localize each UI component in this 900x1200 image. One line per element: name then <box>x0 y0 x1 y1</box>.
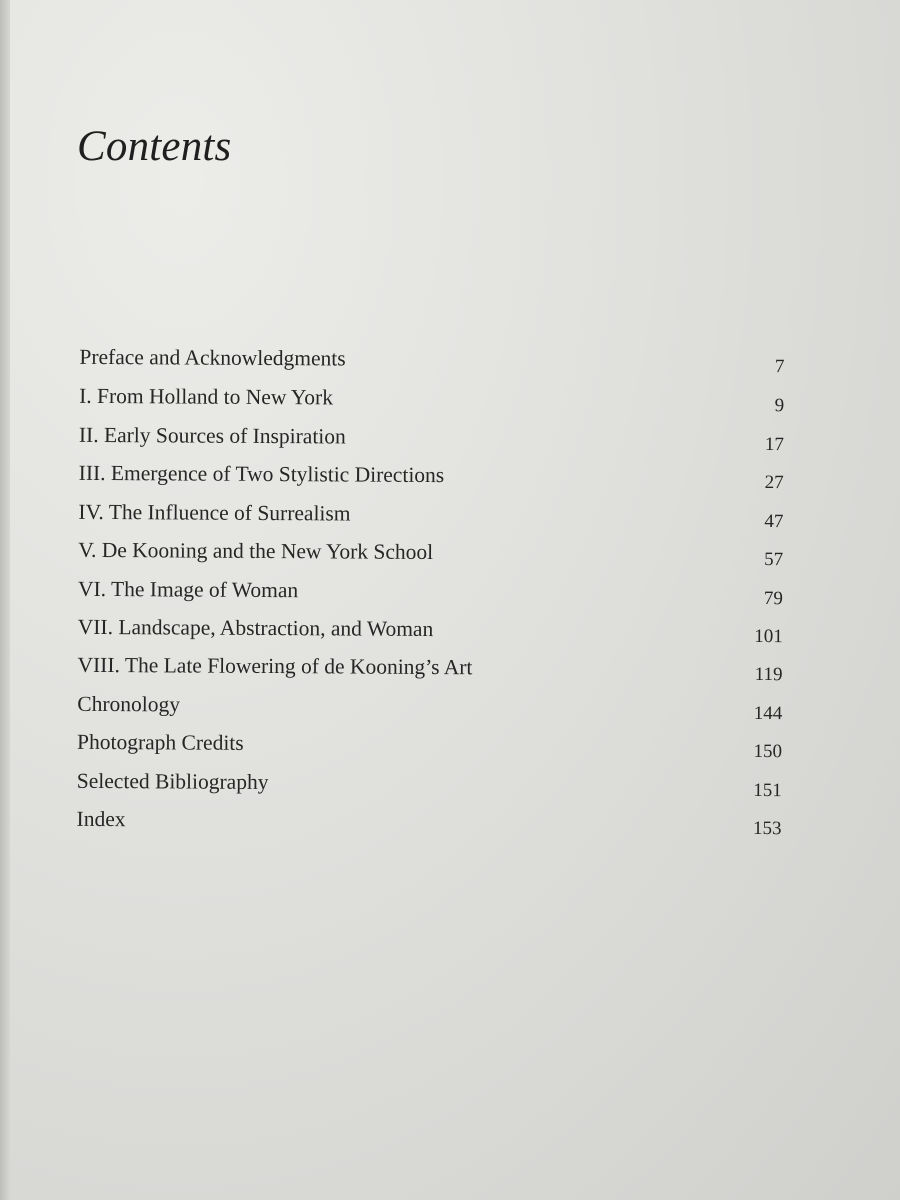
toc-entry-label: V. De Kooning and the New York School <box>78 537 434 565</box>
page-title: Contents <box>77 123 232 170</box>
toc-entry <box>77 689 782 723</box>
toc-entry <box>78 535 783 569</box>
toc-entry-page-number: 17 <box>764 434 784 456</box>
toc-entry-page-number: 119 <box>754 663 783 686</box>
toc-entry <box>78 497 783 531</box>
toc-entry-label: IV. The Influence of Surrealism <box>78 499 351 526</box>
toc-entry <box>79 381 784 415</box>
toc-entry-page-number: 57 <box>764 549 784 571</box>
toc-entry-label: Chronology <box>77 691 181 717</box>
toc-entry <box>79 458 784 492</box>
toc-entry <box>79 420 784 454</box>
toc-entry-label: VI. The Image of Woman <box>77 576 299 603</box>
toc-entry-page-number: 101 <box>754 625 783 648</box>
toc-entry <box>77 650 782 684</box>
toc-entry-label: Preface and Acknowledgments <box>79 344 346 371</box>
toc-entry <box>77 766 782 800</box>
toc-entry-page-number: 151 <box>753 779 782 802</box>
toc-entry <box>77 727 782 761</box>
toc-entry <box>78 574 783 608</box>
toc-entry-page-number: 47 <box>764 511 784 533</box>
toc-entry-page-number: 7 <box>774 356 785 378</box>
toc-entry-label: III. Emergence of Two Stylistic Directions <box>78 460 445 488</box>
toc-entry-page-number: 9 <box>774 395 785 417</box>
toc-entry-page-number: 79 <box>763 588 784 610</box>
toc-entry <box>77 804 782 838</box>
toc-entry-label: VIII. The Late Flowering of de Kooning’s Art <box>77 652 473 680</box>
toc-entry-label: Index <box>76 806 126 832</box>
toc-entry <box>79 342 784 376</box>
toc-entry-label: Photograph Credits <box>76 729 244 755</box>
toc-entry-label: VII. Landscape, Abstraction, and Woman <box>77 614 434 642</box>
toc-entry-page-number: 153 <box>752 817 782 840</box>
toc-entry-label: II. Early Sources of Inspiration <box>78 422 346 449</box>
toc-entry-page-number: 27 <box>764 472 784 494</box>
toc-entry-page-number: 144 <box>753 702 783 725</box>
toc-entry-label: Selected Bibliography <box>76 768 269 795</box>
toc-entry-label: I. From Holland to New York <box>79 383 334 410</box>
toc-entry <box>78 612 783 646</box>
toc-entry-page-number: 150 <box>753 740 783 763</box>
